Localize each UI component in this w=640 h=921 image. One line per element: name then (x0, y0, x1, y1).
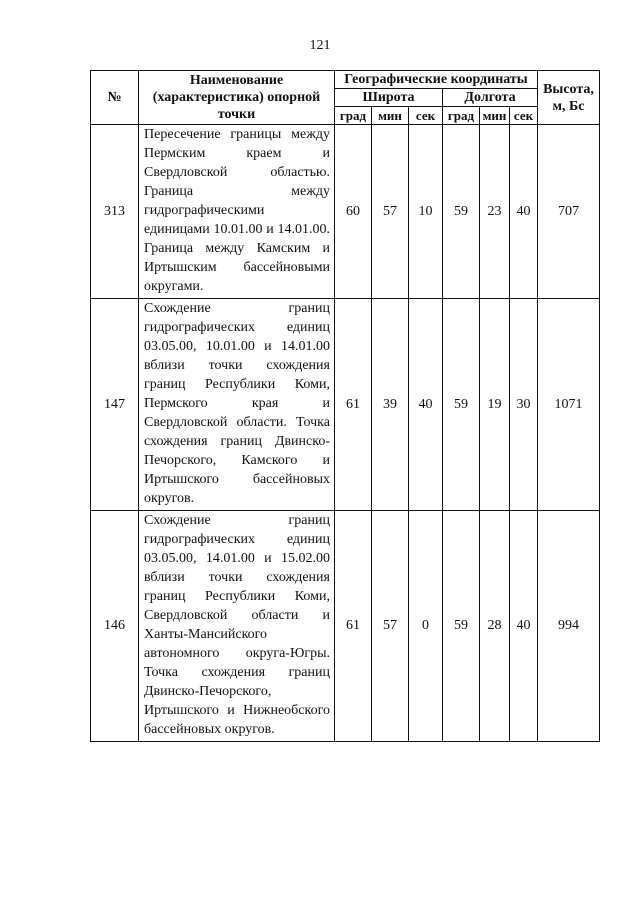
lat-min: 57 (372, 511, 409, 742)
page-number: 121 (309, 38, 331, 53)
header-lat-sec: сек (409, 107, 443, 125)
lon-deg: 59 (443, 125, 480, 299)
header-lon-deg: град (443, 107, 480, 125)
header-longitude: Долгота (443, 89, 538, 107)
header-lat-deg: град (335, 107, 372, 125)
header-height: Высота, м, Бс (538, 71, 600, 125)
point-number: 146 (91, 511, 139, 742)
point-description: Схождение границ гидрографических единиц 03.05.00, 14.01.00 и 15.02.00 вблизи точки схождения границ Республики Коми, Свердловской области и Ханты-Мансийского автономного округа-Югры. Точка схождения границ Двинско-Печорского, Иртышского и Нижнеобского бассейновых округов. (139, 511, 335, 742)
lon-min: 28 (480, 511, 510, 742)
point-number: 147 (91, 299, 139, 511)
header-lon-sec: сек (510, 107, 538, 125)
height-value: 707 (538, 125, 600, 299)
reference-points-table (90, 70, 600, 742)
header-coordinates: Географические координаты (335, 71, 538, 89)
point-description: Пересечение границы между Пермским краем и Свердловской областью. Граница между гидрографическими единицами 10.01.00 и 14.01.00. Граница между Камским и Иртышским бассейновыми округами. (139, 125, 335, 299)
lat-sec: 40 (409, 299, 443, 511)
table-row (91, 299, 600, 511)
height-value: 1071 (538, 299, 600, 511)
table-row (91, 511, 600, 742)
table-row (91, 125, 600, 299)
lon-deg: 59 (443, 299, 480, 511)
lon-deg: 59 (443, 511, 480, 742)
header-latitude: Широта (335, 89, 443, 107)
lat-sec: 10 (409, 125, 443, 299)
lon-min: 23 (480, 125, 510, 299)
lat-min: 39 (372, 299, 409, 511)
lon-min: 19 (480, 299, 510, 511)
height-value: 994 (538, 511, 600, 742)
lon-sec: 40 (510, 125, 538, 299)
lon-sec: 40 (510, 511, 538, 742)
lat-min: 57 (372, 125, 409, 299)
point-number: 313 (91, 125, 139, 299)
lat-sec: 0 (409, 511, 443, 742)
header-lon-min: мин (480, 107, 510, 125)
header-lat-min: мин (372, 107, 409, 125)
header-number: № (91, 71, 139, 125)
lat-deg: 60 (335, 125, 372, 299)
point-description: Схождение границ гидрографических единиц 03.05.00, 10.01.00 и 14.01.00 вблизи точки схождения границ Республики Коми, Пермского края и Свердловской области. Точка схождения границ Двинско-Печорского, Камского и Иртышского бассейновых округов. (139, 299, 335, 511)
lat-deg: 61 (335, 299, 372, 511)
lon-sec: 30 (510, 299, 538, 511)
lat-deg: 61 (335, 511, 372, 742)
header-name: Наименование (характеристика) опорной точки (139, 71, 335, 125)
